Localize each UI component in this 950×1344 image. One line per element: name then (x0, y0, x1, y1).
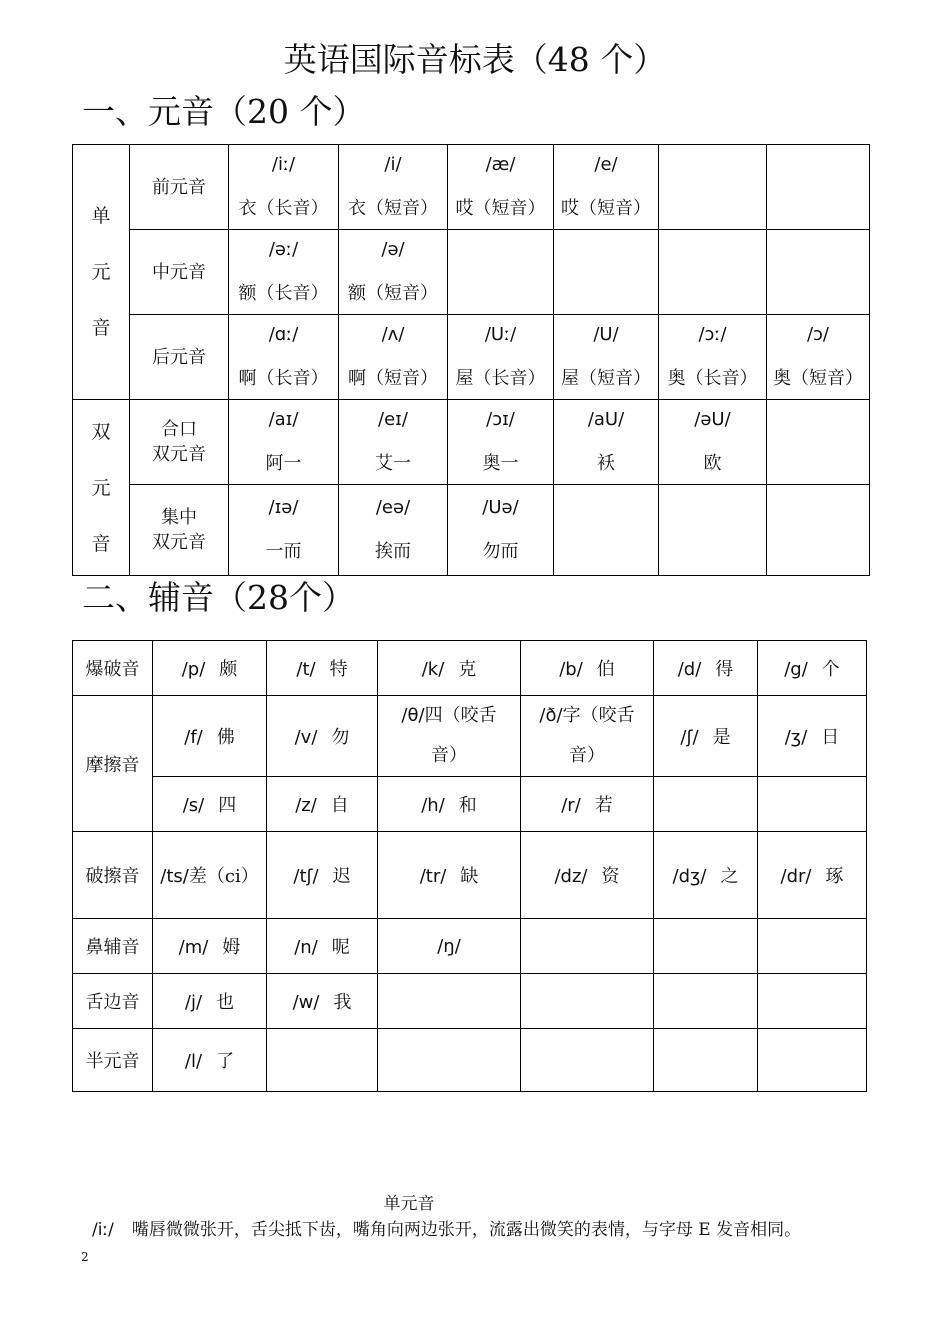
empty-cell (554, 230, 659, 315)
section-heading-vowels: 一、元音（20 个） (82, 92, 366, 131)
consonant-row-lateral (73, 974, 867, 1029)
empty-cell (554, 485, 659, 576)
consonant-row-nasal (73, 919, 867, 974)
empty-cell (521, 1029, 654, 1092)
vowel-group-mono: 单 元 音 (73, 145, 130, 400)
vowel-cell: /aɪ/ 阿一 (229, 400, 339, 485)
vowel-cell: /i/ 衣（短音） (339, 145, 448, 230)
vowel-row-closing (73, 400, 870, 485)
vowel-cell: /Uː/ 屋（长音） (448, 315, 554, 400)
consonant-cell: /g/ 个 (758, 641, 867, 696)
consonant-type-plosive: 爆破音 (73, 641, 153, 696)
consonant-type-fricative: 摩擦音 (73, 696, 153, 832)
vowel-cell: /ɔɪ/ 奥一 (448, 400, 554, 485)
consonant-type-affricate: 破擦音 (73, 832, 153, 919)
vowel-row-central (73, 230, 870, 315)
consonant-cell: /v/ 勿 (267, 696, 378, 777)
consonant-cell: /dz/ 资 (521, 832, 654, 919)
vowel-cell: /ɑː/ 啊（长音） (229, 315, 339, 400)
consonant-row-plosive (73, 641, 867, 696)
consonant-type-semivowel: 半元音 (73, 1029, 153, 1092)
empty-cell (378, 974, 521, 1029)
empty-cell (654, 974, 758, 1029)
page-number: 2 (81, 1250, 89, 1264)
consonant-cell: /r/ 若 (521, 777, 654, 832)
consonant-cell: /ŋ/ (378, 919, 521, 974)
consonant-row-affricate (73, 832, 867, 919)
empty-cell (521, 919, 654, 974)
consonant-row-fricative-2 (73, 777, 867, 832)
empty-cell (767, 485, 870, 576)
empty-cell (378, 1029, 521, 1092)
vowel-cell: /ə/ 额（短音） (339, 230, 448, 315)
consonant-cell: /n/ 呢 (267, 919, 378, 974)
consonant-cell: /dʒ/ 之 (654, 832, 758, 919)
vowel-type-front: 前元音 (130, 145, 229, 230)
consonant-cell: /ts/差（ci） (153, 832, 267, 919)
consonant-cell: /k/ 克 (378, 641, 521, 696)
vowel-row-back (73, 315, 870, 400)
vowel-type-back: 后元音 (130, 315, 229, 400)
empty-cell (758, 1029, 867, 1092)
consonant-cell: /tr/ 缺 (378, 832, 521, 919)
empty-cell (767, 400, 870, 485)
consonant-row-semivowel (73, 1029, 867, 1092)
vowel-cell: /əU/ 欧 (659, 400, 767, 485)
empty-cell (448, 230, 554, 315)
vowel-cell: /iː/ 衣（长音） (229, 145, 339, 230)
consonant-cell: /θ/四（咬舌 音） (378, 696, 521, 777)
mono-vowel-subtitle: 单元音 (383, 1194, 435, 1214)
vowel-table (72, 144, 870, 576)
consonant-table (72, 640, 867, 1092)
vowel-cell: /U/ 屋（短音） (554, 315, 659, 400)
consonant-type-nasal: 鼻辅音 (73, 919, 153, 974)
empty-cell (758, 777, 867, 832)
empty-cell (521, 974, 654, 1029)
vowel-cell: /æ/ 哎（短音） (448, 145, 554, 230)
consonant-type-lateral: 舌边音 (73, 974, 153, 1029)
consonant-cell: /z/ 自 (267, 777, 378, 832)
vowel-cell: /e/ 哎（短音） (554, 145, 659, 230)
consonant-cell: /t/ 特 (267, 641, 378, 696)
consonant-cell: /p/ 颇 (153, 641, 267, 696)
consonant-cell: /f/ 佛 (153, 696, 267, 777)
empty-cell (758, 974, 867, 1029)
vowel-cell: /eə/ 挨而 (339, 485, 448, 576)
empty-cell (654, 1029, 758, 1092)
consonant-cell: /l/ 了 (153, 1029, 267, 1092)
vowel-cell: /ɔ/ 奥（短音） (767, 315, 870, 400)
empty-cell (654, 919, 758, 974)
vowel-cell: /əː/ 额（长音） (229, 230, 339, 315)
description-text: 嘴唇微微张开，舌尖抵下齿，嘴角向两边张开，流露出微笑的表情，与字母 E 发音相同。 (131, 1220, 802, 1240)
consonant-cell: /ʒ/ 日 (758, 696, 867, 777)
consonant-cell: /ʃ/ 是 (654, 696, 758, 777)
vowel-type-closing: 合口 双元音 (130, 400, 229, 485)
vowel-row-front (73, 145, 870, 230)
consonant-row-fricative-1 (73, 696, 867, 777)
consonant-cell: /s/ 四 (153, 777, 267, 832)
consonant-cell: /w/ 我 (267, 974, 378, 1029)
section-heading-consonants: 二、辅音（28个） (82, 578, 355, 617)
consonant-cell: /b/ 伯 (521, 641, 654, 696)
vowel-cell: /aU/ 袄 (554, 400, 659, 485)
vowel-cell: /eɪ/ 艾一 (339, 400, 448, 485)
empty-cell (767, 145, 870, 230)
empty-cell (267, 1029, 378, 1092)
vowel-group-diph: 双 元 音 (73, 400, 130, 576)
consonant-cell: /ð/字（咬舌 音） (521, 696, 654, 777)
description-ipa: /iː/ (92, 1220, 114, 1240)
vowel-type-central: 中元音 (130, 230, 229, 315)
vowel-cell: /Uə/ 勿而 (448, 485, 554, 576)
consonant-cell: /dr/ 琢 (758, 832, 867, 919)
empty-cell (767, 230, 870, 315)
consonant-cell: /h/ 和 (378, 777, 521, 832)
consonant-cell: /d/ 得 (654, 641, 758, 696)
consonant-cell: /j/ 也 (153, 974, 267, 1029)
vowel-cell: /ʌ/ 啊（短音） (339, 315, 448, 400)
empty-cell (659, 230, 767, 315)
consonant-cell: /tʃ/ 迟 (267, 832, 378, 919)
empty-cell (654, 777, 758, 832)
vowel-description (92, 1215, 801, 1240)
empty-cell (659, 485, 767, 576)
vowel-cell: /ɪə/ 一而 (229, 485, 339, 576)
vowel-type-centering: 集中 双元音 (130, 485, 229, 576)
vowel-cell: /ɔː/ 奥（长音） (659, 315, 767, 400)
page-title: 英语国际音标表（48 个） (283, 40, 667, 79)
empty-cell (659, 145, 767, 230)
vowel-row-centering (73, 485, 870, 576)
empty-cell (758, 919, 867, 974)
consonant-cell: /m/ 姆 (153, 919, 267, 974)
